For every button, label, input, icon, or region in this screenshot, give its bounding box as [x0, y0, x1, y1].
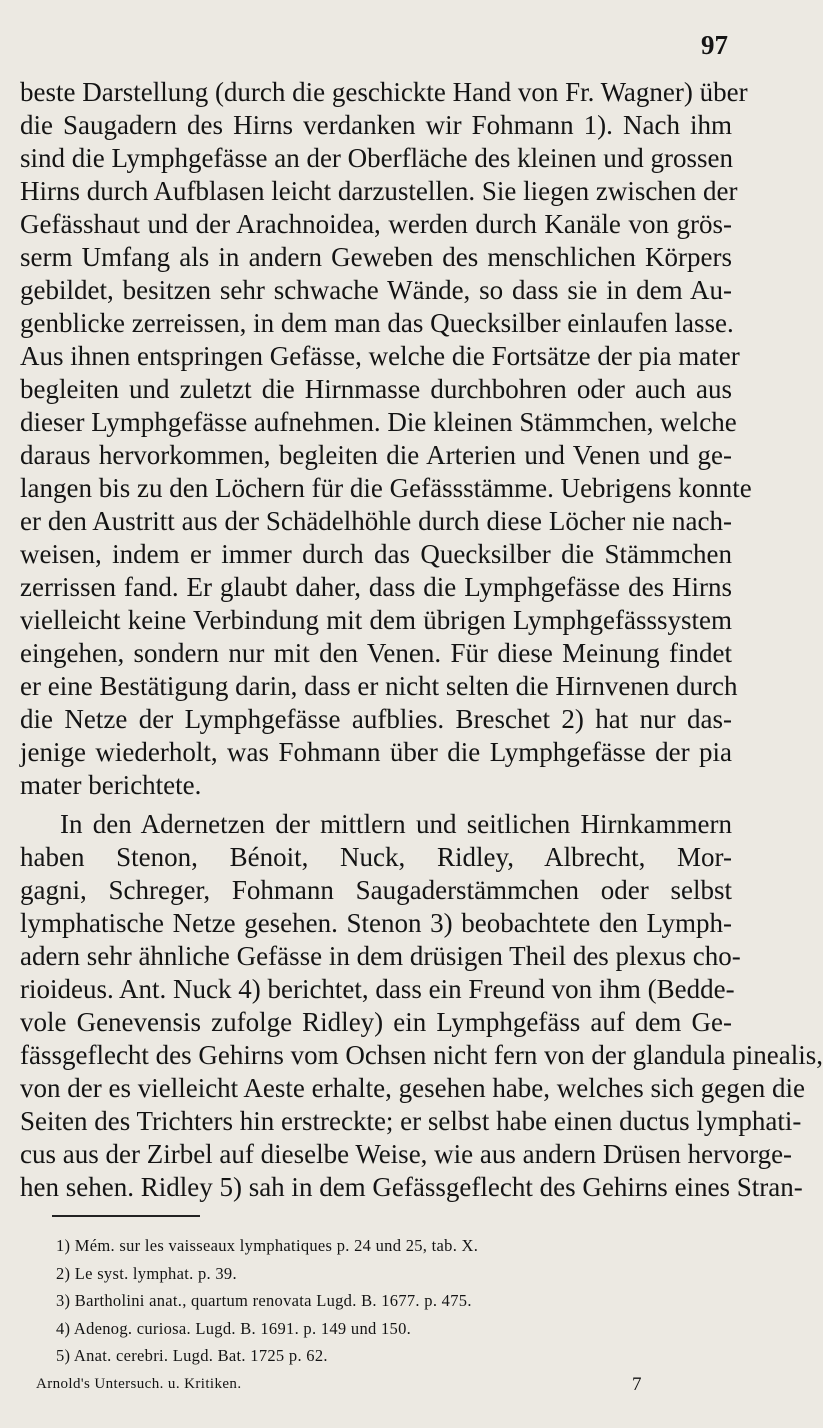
- signature-mark: 7: [632, 1374, 642, 1395]
- text-line: Hirns durch Aufblasen leicht darzustellen. Sie liegen zwischen der: [20, 176, 738, 206]
- text-line: von der es vielleicht Aeste erhalte, gesehen habe, welches sich gegen die: [20, 1073, 805, 1103]
- text-line: zerrissen fand. Er glaubt daher, dass die Lymphgefässe des Hirns: [20, 572, 732, 602]
- footnote: 1) Mém. sur les vaisseaux lymphatiques p. 24 und 25, tab. X.: [56, 1236, 479, 1255]
- text-line: cus aus der Zirbel auf dieselbe Weise, wie aus andern Drüsen hervorge-: [20, 1139, 793, 1169]
- text-line: adern sehr ähnliche Gefässe in dem drüsigen Theil des plexus cho-: [20, 941, 741, 971]
- footnote: 2) Le syst. lymphat. p. 39.: [56, 1263, 237, 1283]
- text-line: die Netze der Lymphgefässe aufblies. Breschet 2) hat nur das-: [20, 704, 732, 734]
- text-line: gebildet, besitzen sehr schwache Wände, so dass sie in dem Au-: [20, 275, 732, 305]
- text-line: weisen, indem er immer durch das Quecksilber die Stämmchen: [20, 539, 732, 569]
- text-line: mater berichtete.: [20, 770, 202, 800]
- text-line: vielleicht keine Verbindung mit dem übrigen Lymphgefässsystem: [20, 605, 732, 635]
- text-line: er den Austritt aus der Schädelhöhle durch diese Löcher nie nach-: [20, 506, 732, 536]
- text-line: Aus ihnen entspringen Gefässe, welche die Fortsätze der pia mater: [20, 341, 740, 371]
- footnote: 3) Bartholini anat., quartum renovata Lugd. B. 1677. p. 475.: [56, 1291, 472, 1310]
- text-line: jenige wiederholt, was Fohmann über die Lymphgefässe der pia: [20, 737, 732, 767]
- text-line: genblicke zerreissen, in dem man das Quecksilber einlaufen lasse.: [20, 308, 734, 338]
- footnote: 4) Adenog. curiosa. Lugd. B. 1691. p. 149 und 150.: [56, 1318, 412, 1338]
- running-footer: Arnold's Untersuch. u. Kritiken.: [36, 1376, 242, 1392]
- text-line: langen bis zu den Löchern für die Gefässstämme. Uebrigens konnte: [20, 473, 752, 503]
- text-line: vole Genevensis zufolge Ridley) ein Lymphgefäss auf dem Ge-: [20, 1007, 732, 1037]
- body-text: [20, 76, 823, 1204]
- text-line: daraus hervorkommen, begleiten die Arterien und Venen und ge-: [20, 440, 732, 470]
- text-line: dieser Lymphgefässe aufnehmen. Die kleinen Stämmchen, welche: [20, 407, 737, 437]
- page-number: 97: [701, 30, 728, 60]
- text-line: eingehen, sondern nur mit den Venen. Für diese Meinung findet: [20, 638, 732, 668]
- paragraph-start-line: In den Adernetzen der mittlern und seitlichen Hirnkammern: [60, 809, 732, 839]
- text-line: rioideus. Ant. Nuck 4) berichtet, dass ein Freund von ihm (Bedde-: [20, 974, 735, 1004]
- footnotes: [56, 1232, 696, 1370]
- footnote-divider: [52, 1215, 200, 1217]
- text-line: begleiten und zuletzt die Hirnmasse durchbohren oder auch aus: [20, 374, 732, 404]
- text-line: haben Stenon, Bénoit, Nuck, Ridley, Albrecht, Mor-: [20, 842, 732, 872]
- text-line: hen sehen. Ridley 5) sah in dem Gefässgeflecht des Gehirns eines Stran-: [20, 1172, 803, 1202]
- text-line: sind die Lymphgefässe an der Oberfläche des kleinen und grossen: [20, 143, 734, 173]
- text-line: Seiten des Trichters hin erstreckte; er selbst habe einen ductus lymphati-: [20, 1106, 802, 1136]
- footnote: 5) Anat. cerebri. Lugd. Bat. 1725 p. 62.: [56, 1346, 328, 1365]
- text-line: die Saugadern des Hirns verdanken wir Fohmann 1). Nach ihm: [20, 110, 732, 140]
- text-line: fässgeflecht des Gehirns vom Ochsen nicht fern von der glandula pinealis,: [20, 1040, 823, 1070]
- text-line: gagni, Schreger, Fohmann Saugaderstämmchen oder selbst: [20, 875, 732, 905]
- text-line: lymphatische Netze gesehen. Stenon 3) beobachtete den Lymph-: [20, 908, 732, 938]
- text-line: serm Umfang als in andern Geweben des menschlichen Körpers: [20, 242, 732, 272]
- text-line: Gefässhaut und der Arachnoidea, werden durch Kanäle von grös-: [20, 209, 732, 239]
- text-line: er eine Bestätigung darin, dass er nicht selten die Hirnvenen durch: [20, 671, 738, 701]
- text-line: beste Darstellung (durch die geschickte Hand von Fr. Wagner) über: [20, 77, 748, 107]
